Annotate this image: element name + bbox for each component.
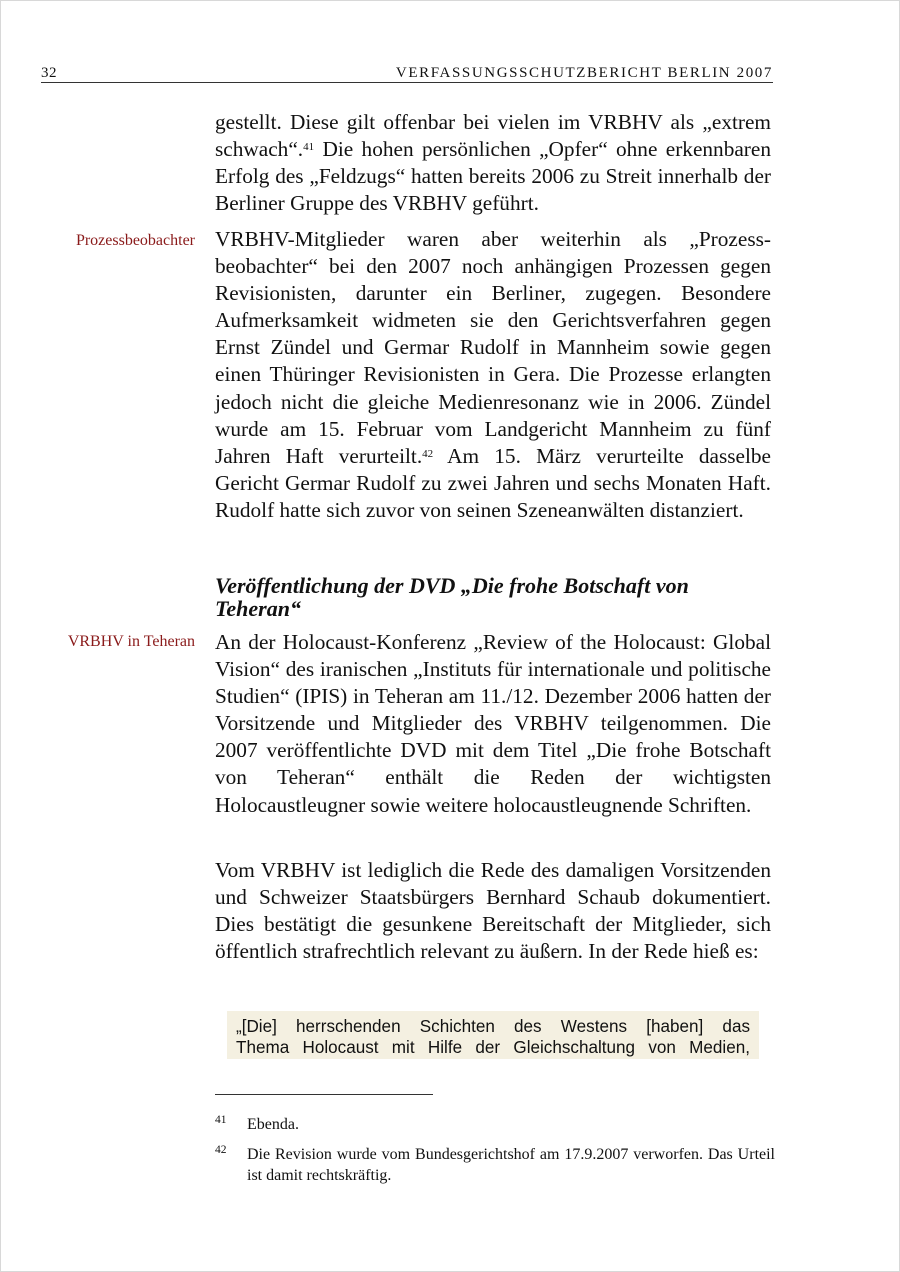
paragraph-text: Am 15. März verurteilte dasselbe Gericht Germar Rudolf zu zwei Jahren und sechs Monaten Haft. Rudolf hatte sich zuvor von seinen Szeneanwälten distanziert. — [215, 443, 771, 522]
quote-line-1: „[Die] herrschenden Schichten des Westens [haben] das — [236, 1017, 750, 1036]
paragraph-text: Die hohen persönlichen „Opfer“ ohne erkennbaren Erfolg des „Feldzugs“ hatten bereits 2006 zu Streit innerhalb der Berliner Gruppe des VRBHV geführt. — [215, 137, 771, 216]
paragraph-teheran — [215, 629, 771, 819]
margin-note-prozessbeobachter: Prozessbeobachter — [75, 232, 195, 249]
footnote-separator — [215, 1094, 433, 1095]
footnote-ref-41[interactable]: 41 — [303, 141, 315, 154]
footnote-text: Ebenda. — [247, 1116, 299, 1133]
paragraph-text: Vom VRBHV ist lediglich die Rede des damaligen Vorsitzenden und Schweizer Staatsbürgers Bernhard Schaub dokumentiert. Dies bestätigt die gesunkene Bereitschaft der Mitglieder, sich öffentlich strafrechtlich relevant zu äußern. In der Rede hieß es: — [215, 858, 771, 964]
footnote-ref-42[interactable]: 42 — [422, 447, 434, 460]
margin-note-vrbhv-teheran: VRBHV in Teheran — [67, 633, 195, 650]
paragraph-continuation — [215, 109, 771, 217]
paragraph-text: An der Holocaust-Konferenz „Review of the Holocaust: Global Vision“ des iranischen „Instituts für internationale und politische Studien“ (IPIS) in Teheran am 11./12. Dezember 2006 hatten der Vorsitzende und Mitglieder des VRBHV teilgenommen. Die 2007 veröffentlichte DVD mit dem Titel „Die frohe Botschaft von Teheran“ enthält die Reden der wichtigsten Holocaustleugner sowie weitere holocaustleugnende Schriften. — [215, 630, 771, 817]
page-number: 32 — [41, 65, 57, 81]
section-heading: Veröffentlichung der DVD „Die frohe Botschaft von Teheran“ — [215, 573, 689, 621]
header-rule — [41, 82, 773, 83]
paragraph-schaub — [215, 857, 771, 965]
footnote-number: 41 — [215, 1114, 227, 1126]
paragraph-text: VRBHV-Mitglieder waren aber weiterhin als „Prozessbeobachter“ bei den 2007 noch anhängigen Prozessen gegen Revisionisten, darunter ein Berliner, zugegen. Besondere Aufmerksamkeit widmeten sie den Gerichtsverfahren gegen Ernst Zündel und Germar Rudolf in Mannheim sowie gegen einen Thüringer Revisionisten in Gera. Die Prozesse erlangten jedoch nicht die gleiche Medienresonanz wie in 2006. Zündel wurde am 15. Februar vom Landgericht Mannheim zu fünf Jahren Haft verurteilt. — [215, 227, 771, 468]
running-title: VERFASSUNGSSCHUTZBERICHT BERLIN 2007 — [395, 65, 773, 81]
footnote-number: 42 — [215, 1144, 227, 1156]
footnote-text: Die Revision wurde vom Bundesgerichtshof am 17.9.2007 verworfen. Das Urteil ist damit rechtskräftig. — [247, 1146, 775, 1184]
quote-line-2: Thema Holocaust mit Hilfe der Gleichschaltung von Medien, — [236, 1038, 750, 1057]
paragraph-prozessbeobachter — [215, 226, 771, 524]
block-quote — [236, 1016, 750, 1058]
paragraph-text: gestellt. Diese gilt offenbar bei vielen im VRBHV als „extrem schwach“. — [215, 110, 771, 162]
page-header — [41, 63, 773, 83]
